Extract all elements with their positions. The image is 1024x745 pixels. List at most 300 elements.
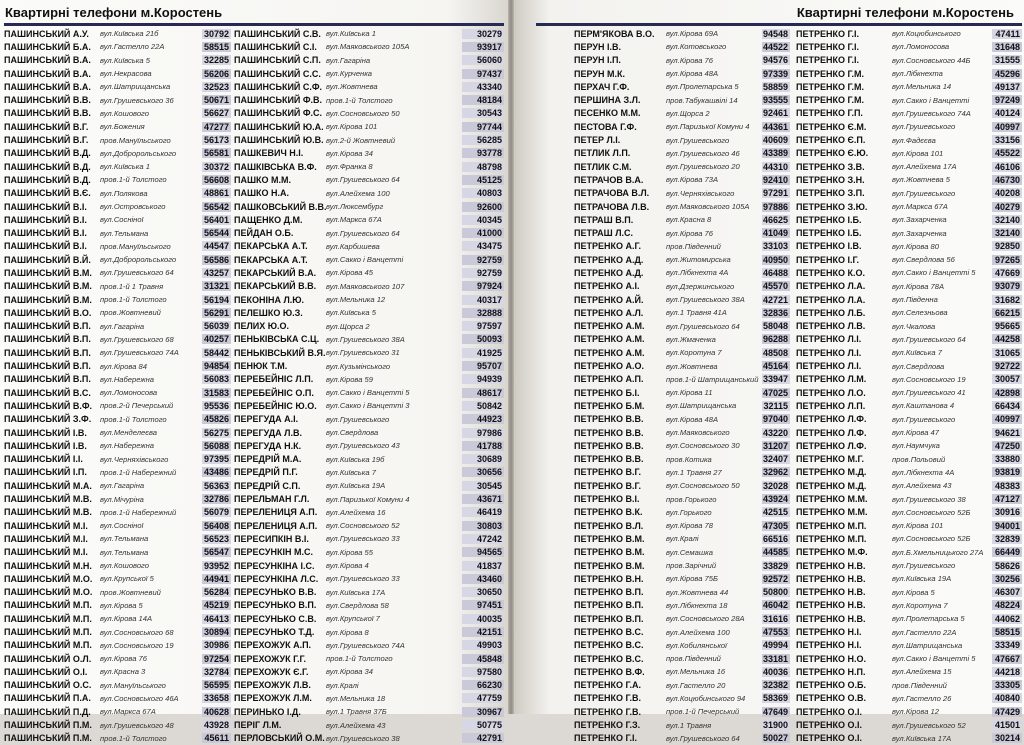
subscriber-address: вул.Красна 8 [666,215,712,225]
listing-row [796,439,1022,452]
phone-number: 31682 [992,295,1022,305]
phone-number: 50027 [762,733,788,744]
listing-row [796,426,1022,439]
phone-number: 97451 [462,600,504,610]
phone-number: 33349 [992,640,1022,650]
subscriber-name: ПЕРЕГУДА Н.К. [234,440,302,451]
subscriber-name: ПЕТРЕНКО Г.В. [574,693,641,704]
subscriber-name: ПЕТРЕНКО В.Н. [574,573,644,584]
subscriber-name: ПАШИНСЬКИЙ В.Й. [4,254,91,265]
subscriber-address: вул.Сакко і Ванцетті 5 [326,388,410,398]
subscriber-address: вул.Кірова 69А [666,29,719,39]
subscriber-name: ПАШИНСЬКИЙ А.У. [4,28,89,39]
subscriber-name: ПЕРЕХОЖУК Л.М. [234,693,312,704]
listing-row [574,54,790,67]
listing-row [796,718,1022,731]
phone-number: 33658 [203,693,229,704]
phone-number: 56544 [203,228,229,239]
subscriber-address: вул.Грушевського 52 [892,720,966,730]
phone-number: 47025 [762,387,788,398]
phone-number: 56627 [203,108,229,119]
subscriber-name: ПАШИНСЬКИЙ Б.А. [4,41,91,52]
subscriber-name: ПЕТРЕНКО Л.О. [796,387,866,398]
listing-row [796,280,1022,293]
subscriber-address: вул.Сосніної [100,521,144,531]
phone-number: 31648 [992,42,1022,52]
listing-row [234,359,504,372]
subscriber-address: вул.Мічуріна [100,494,144,504]
listing-row [796,572,1022,585]
listing-row [4,226,231,239]
listing-row [234,679,504,692]
subscriber-address: пров.Горького [666,494,717,504]
phone-number: 46625 [762,214,788,225]
subscriber-address: вул.Захарченка [892,228,947,238]
listing-row [234,585,504,598]
listing-row [574,386,790,399]
listing-row [796,479,1022,492]
listing-row [4,718,231,731]
subscriber-name: ПЕТРЕНКО З.П. [796,188,865,199]
subscriber-name: ПАШИНСЬКИЙ О.І. [4,666,88,677]
listing-row [4,439,231,452]
subscriber-address: вул.Грушевського [666,135,730,145]
listing-row [574,426,790,439]
listing-row [4,639,231,652]
subscriber-address: вул.Маркса 67А [326,215,382,225]
subscriber-name: ПАШИНСЬКИЙ М.П. [4,600,92,611]
subscriber-name: ПАШКО Н.А. [234,188,290,199]
subscriber-address: пров.2-й Печерський [100,401,174,411]
phone-number: 43928 [203,720,229,731]
listing-row [234,346,504,359]
subscriber-name: ПЕТРЕНКО А.Й. [574,294,644,305]
subscriber-address: пров.Жовтневий [100,308,161,318]
listing-row [796,213,1022,226]
subscriber-name: ПЕРШИНА З.Л. [574,95,641,106]
phone-number: 66434 [992,401,1022,411]
listing-row [796,532,1022,545]
subscriber-address: вул.Сосновського 50 [326,108,400,118]
listing-row [234,519,504,532]
listing-row [4,413,231,426]
subscriber-name: ПАШИНСЬКИЙ М.В. [4,507,92,518]
subscriber-name: ПЕРЕДРІЙ С.П. [234,480,301,491]
phone-number: 92759 [462,268,504,278]
subscriber-address: вул.Сосновського 68 [100,627,174,637]
subscriber-name: ПЕРЕГУДА А.І. [234,414,299,425]
header-rule [4,23,504,26]
listing-row [574,625,790,638]
subscriber-address: пров.Табукашвілі 14 [666,95,738,105]
phone-number: 56291 [203,307,229,318]
subscriber-name: ПЕРУН І.В. [574,41,621,52]
subscriber-name: ПЕТРЕНКО Л.А. [796,294,866,305]
listing-row [574,40,790,53]
phone-number: 93917 [462,42,504,52]
phone-number: 45296 [992,69,1022,79]
subscriber-name: ПЕТРЕНКО А.Г. [574,241,641,252]
phone-number: 97265 [992,255,1022,265]
phone-number: 47127 [992,494,1022,504]
listing-row [234,559,504,572]
subscriber-address: вул.Жовтнева [326,82,378,92]
phone-number: 48617 [462,388,504,398]
subscriber-address: вул.Гагаріна [326,55,371,65]
subscriber-name: ПЕКАРСЬКА А.Т. [234,241,308,252]
subscriber-address: вул.Лібкнехта 4А [892,467,955,477]
phone-number: 30986 [203,640,229,651]
listing-row [574,27,790,40]
listing-row [796,559,1022,572]
listing-row [4,54,231,67]
phone-number: 40257 [203,334,229,345]
phone-number: 32382 [762,680,788,691]
subscriber-name: ПЕРЕЛЕНИЦЯ А.П. [234,507,318,518]
subscriber-name: ПЕКАРСЬКИЙ В.А. [234,267,317,278]
listing-row [234,705,504,718]
listing-row [574,585,790,598]
phone-number: 43257 [203,267,229,278]
subscriber-name: ПАШИНСЬКИЙ В.С. [4,387,91,398]
listing-row [796,333,1022,346]
subscriber-address: вул.Кірова 76 [666,228,714,238]
phone-number: 97437 [462,69,504,79]
subscriber-address: вул.Грушевського [892,122,956,132]
subscriber-address: вул.1 Травня [666,720,712,730]
subscriber-address: вул.Алейхема 43 [892,481,952,491]
subscriber-address: вул.Грушевського 74А [326,640,405,650]
listing-row [574,107,790,120]
page-header: Квартирні телефони м.Коростень [5,5,223,20]
phone-number: 44923 [462,414,504,424]
subscriber-name: ПЕТРЕНКО Л.Ф. [796,427,867,438]
subscriber-name: ПЕТРЕНКО А.М. [574,347,645,358]
phone-number: 32140 [992,228,1022,238]
phone-number: 46106 [992,162,1022,172]
listing-row [234,572,504,585]
subscriber-name: ПЕТРЕНКО К.О. [796,267,865,278]
listing-row [796,652,1022,665]
subscriber-name: ПАШИНСЬКИЙ І.П. [4,467,87,478]
subscriber-address: вул.Сосновського 50 [666,481,740,491]
listing-row [796,67,1022,80]
listing-row [234,399,504,412]
phone-number: 44941 [203,573,229,584]
listing-row [234,546,504,559]
listing-row [4,399,231,412]
phone-number: 32784 [203,666,229,677]
phone-number: 56285 [462,135,504,145]
subscriber-address: вул.Набережна [100,374,155,384]
subscriber-name: ПЕСТОВА Г.Ф. [574,121,637,132]
subscriber-address: вул.Котовського [666,42,727,52]
listing-row [4,133,231,146]
subscriber-address: вул.Кірова 14А [100,614,153,624]
subscriber-address: вул.Люксембург [326,202,384,211]
listing-row [4,585,231,598]
subscriber-address: вул.Грушевського 33 [326,534,400,544]
subscriber-address: вул.Алейхема 16 [326,507,386,517]
subscriber-name: ПЕТЕР Л.І. [574,135,621,146]
subscriber-address: вул.Красна 3 [100,667,146,677]
subscriber-address: вул.Коцюбинського [892,29,961,39]
listing-row [4,519,231,532]
subscriber-address: вул.Сосновського 52Б [892,534,971,544]
subscriber-address: вул.Лібкнехта [892,69,943,79]
subscriber-address: вул.Пролетарська 5 [892,614,965,624]
subscriber-address: вул.Жовтнева [666,361,718,371]
phone-number: 56363 [203,480,229,491]
phone-number: 33156 [992,135,1022,145]
phone-number: 40840 [992,693,1022,703]
subscriber-name: ПАШИНСЬКИЙ В.І. [4,228,87,239]
subscriber-name: ПАШИНСЬКИЙ В.Д. [4,161,91,172]
phone-number: 58369 [762,693,788,704]
subscriber-name: ПЕРЕСУНКІНА Л.С. [234,573,319,584]
subscriber-name: ПЕТРЕНКО А.Л. [574,307,644,318]
subscriber-address: вул.Грушевського 31 [326,348,400,358]
listing-row [4,506,231,519]
listing-row [574,519,790,532]
listing-row [4,320,231,333]
phone-number: 93952 [203,560,229,571]
listing-row [574,692,790,705]
phone-number: 56547 [203,547,229,558]
phone-number: 40208 [992,188,1022,198]
subscriber-name: ПЕТРЕНКО Н.В. [796,587,866,598]
phone-number: 43475 [462,241,504,251]
subscriber-name: ПЕТРЕНКО М.Д. [796,467,867,478]
subscriber-address: вул.Кірова 73А [666,175,719,185]
phone-number: 48508 [762,347,788,358]
listing-row [796,599,1022,612]
phone-number: 97040 [762,414,788,425]
listing-row [574,466,790,479]
phone-number: 56608 [203,174,229,185]
subscriber-address: вул.Кірова 47 [892,428,940,438]
listing-row [234,54,504,67]
subscriber-name: ПЕНЬКІВСЬКИЙ В.Я. [234,347,326,358]
phone-number: 30916 [992,507,1022,517]
listing-row [234,652,504,665]
subscriber-address: вул.Свердлова 58 [326,600,389,610]
phone-number: 97744 [462,122,504,132]
listing-row [574,320,790,333]
subscriber-name: ПЕНЮК Т.М. [234,361,288,372]
listing-row [796,27,1022,40]
subscriber-name: ПАШИНСЬКИЙ С.С. [234,68,321,79]
subscriber-name: ПЕТРЕНКО Г.М. [796,95,864,106]
subscriber-name: ПАШИНСЬКИЙ В.Г. [4,121,89,132]
subscriber-address: вул.Маяковського 105А [326,42,410,52]
subscriber-address: вул.Грушевського 46 [666,148,740,158]
subscriber-name: ПЕТРЕНКО В.П. [574,613,644,624]
phone-number: 43460 [462,574,504,584]
subscriber-name: ПАШИНСЬКИЙ В.Г. [4,135,89,146]
subscriber-name: ПЕТРЕНКО М.Д. [796,480,867,491]
subscriber-name: ПЕРЕБЕЙНІС Ю.О. [234,400,317,411]
header-rule [536,23,1022,26]
subscriber-name: ПЕТРЕНКО Г.М. [796,68,864,79]
subscriber-name: ПАШКЕВИЧ Н.І. [234,148,304,159]
phone-number: 45611 [202,733,231,743]
phone-number: 47553 [762,627,788,637]
subscriber-address: вул.Кралі [666,534,699,544]
subscriber-address: вул.Сосновського 28А [666,614,745,624]
listing-row [574,492,790,505]
subscriber-address: вул.Мельника 18 [326,693,386,703]
phone-number: 92850 [992,241,1022,251]
listing-row [234,120,504,133]
phone-number: 44062 [992,614,1022,624]
listing-row [796,54,1022,67]
listing-row [4,652,231,665]
phone-number: 42721 [762,294,788,305]
listing-row [574,732,790,745]
listing-row [4,346,231,359]
listing-row [574,187,790,200]
subscriber-name: ПЕТРЕНКО Л.І. [796,347,862,358]
listing-row [234,320,504,333]
subscriber-name: ПЕТРЕНКО Г.І. [796,41,859,52]
phone-number: 58442 [203,347,229,358]
phone-number: 32407 [762,454,788,465]
phone-number: 40036 [762,666,788,677]
subscriber-name: ПЕТРЕНКО Є.Ю. [796,148,869,159]
subscriber-address: вул.Кірова 34 [326,667,374,677]
phone-number: 94565 [462,547,504,557]
listing-row [796,226,1022,239]
phone-number: 47411 [992,29,1022,39]
listing-row [234,27,504,40]
listing-row [574,147,790,160]
listing-row [796,253,1022,266]
subscriber-address: вул.Кобилянської [666,640,727,650]
subscriber-address: вул.Сакко і Ванцетті 5 [892,654,976,664]
listing-row [4,612,231,625]
subscriber-address: вул.Кірова 34 [326,148,374,158]
subscriber-name: ПЕТРЕНКО В.Л. [574,520,644,531]
subscriber-address: вул.Гастелло 26 [892,693,952,703]
listing-row [574,333,790,346]
subscriber-name: ПАШИНСЬКИЙ П.М. [4,720,92,731]
phone-number: 94621 [992,428,1022,438]
subscriber-name: ПЕТРЕНКО В.В. [574,414,644,425]
subscriber-address: вул.Кузьмінського [326,361,391,371]
phone-number: 31321 [203,281,229,292]
subscriber-address: вул.Грушевського 20 [666,162,740,172]
listing-row [796,373,1022,386]
listing-row [234,665,504,678]
subscriber-name: ПАШИНСЬКИЙ М.П. [4,640,92,651]
subscriber-name: ПАШИНСЬКИЙ М.Н. [4,560,92,571]
subscriber-address: вул.Кірова 55 [326,547,374,557]
phone-number: 58515 [992,627,1022,637]
subscriber-name: ПЕТРАЧОВ В.А. [574,174,644,185]
subscriber-name: ПЕРЕДРІЙ М.А. [234,454,302,465]
subscriber-name: ПЕТРЕНКО А.І. [574,281,640,292]
subscriber-name: ПАШИНСЬКИЙ Ф.В. [234,95,323,106]
phone-number: 41837 [462,561,504,571]
phone-number: 42515 [762,507,788,518]
subscriber-name: ПАШИНСЬКИЙ І.І. [4,454,83,465]
phone-number: 97886 [762,201,788,212]
subscriber-address: пров.Мануїльського [100,241,171,251]
subscriber-name: ПЕТРАШ В.П. [574,214,634,225]
subscriber-name: ПАШИНСЬКИЙ В.А. [4,68,91,79]
listing-row [234,426,504,439]
subscriber-name: ПЕТРЕНКО Г.А. [574,680,641,691]
subscriber-address: вул.Паризької Комуни 4 [666,122,750,132]
listing-row [796,585,1022,598]
subscriber-address: вул.Київська 19б [326,454,385,464]
phone-number: 31065 [992,348,1022,358]
phone-number: 58048 [762,321,788,332]
subscriber-address: вул.Кірова 101 [326,122,378,132]
subscriber-name: ПАШИНСЬКИЙ Ф.С. [234,108,323,119]
subscriber-name: ПЕРЕЛЬМАН Г.Л. [234,494,310,505]
listing-row [796,732,1022,745]
phone-number: 30656 [462,467,504,477]
subscriber-name: ПЕЛЕШКО Ю.З. [234,307,303,318]
subscriber-name: ПЕТРЕНКО Л.М. [796,374,867,385]
subscriber-name: ПАШИНСЬКИЙ В.А. [4,81,91,92]
subscriber-address: вул.Мельника 16 [666,667,726,677]
subscriber-name: ПЕТРЕНКО Л.Б. [796,307,866,318]
listing-row [234,280,504,293]
subscriber-address: вул.Карбишева [326,241,380,251]
phone-number: 58626 [992,561,1022,571]
subscriber-address: вул.Гагаріна [100,481,145,491]
subscriber-address: вул.Кірова 5 [892,587,935,597]
subscriber-address: вул.Маяковського 105А [666,202,750,211]
listing-row [574,133,790,146]
phone-number: 32888 [462,308,504,318]
subscriber-name: ПЕТРЕНКО Н.П. [796,666,866,677]
phone-number: 40035 [462,614,504,624]
subscriber-name: ПЕТРЕНКО Л.І. [796,361,862,372]
subscriber-name: ПЕРИНЬКО І.Д. [234,706,301,717]
subscriber-address: вул.Гастелло 22А [892,627,957,637]
subscriber-address: пров.1-й 1 Травня [100,281,164,291]
subscriber-name: ПЕТРЕНКО Л.А. [796,281,866,292]
phone-number: 40124 [992,108,1022,118]
phone-number: 30372 [203,161,229,172]
phone-number: 42898 [992,388,1022,398]
subscriber-address: вул.Тельмана [100,547,149,557]
phone-number: 46419 [462,507,504,517]
phone-number: 47667 [992,654,1022,664]
subscriber-address: пров.Зарічний [666,561,717,571]
subscriber-address: вул.Крупської 7 [326,614,380,624]
subscriber-name: ПЕТРЕНКО В.С. [574,627,644,637]
subscriber-name: ПЕТРЕНКО Л.Ф. [796,440,867,451]
listing-row [4,27,231,40]
listing-row [234,293,504,306]
listing-row [796,399,1022,412]
phone-number: 56079 [203,507,229,518]
subscriber-address: вул.Сосновського 52 [326,521,400,531]
phone-number: 30543 [462,108,504,118]
listing-row [4,40,231,53]
subscriber-name: ПАШИНСЬКИЙ М.А. [4,480,92,491]
subscriber-address: пров.1-й Набережний [100,467,177,477]
subscriber-name: ПАШИНСЬКИЙ М.І. [4,533,88,544]
subscriber-address: вул.Коцюбинського 94 [666,693,746,703]
phone-number: 45125 [462,175,504,185]
phone-number: 56083 [203,374,229,385]
